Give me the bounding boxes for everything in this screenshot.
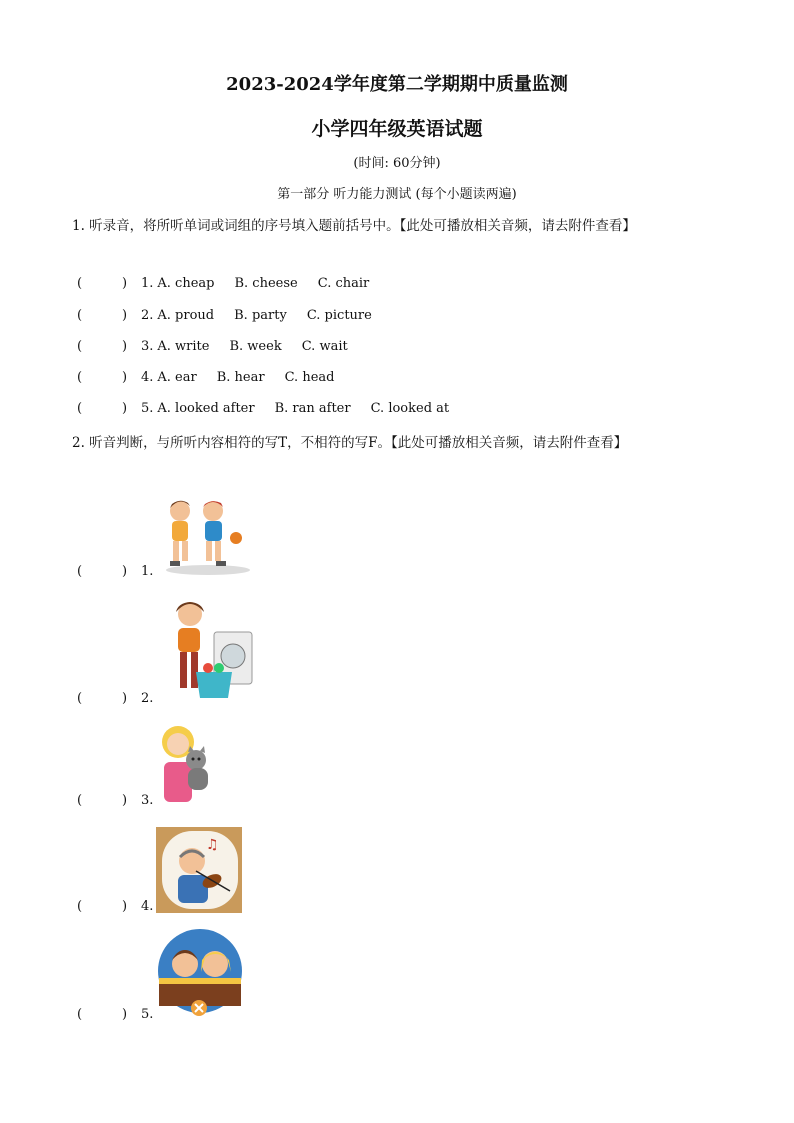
option-b: B. week	[229, 339, 282, 354]
option-b: B. ran after	[274, 401, 351, 416]
answer-paren-open[interactable]: (	[77, 793, 83, 808]
answer-paren-open[interactable]: (	[77, 1007, 83, 1022]
option-a: A. proud	[157, 308, 215, 323]
option-a: A. cheap	[157, 276, 215, 291]
exam-subtitle: 小学四年级英语试题	[311, 118, 483, 140]
option-c: C. picture	[306, 308, 372, 323]
answer-paren-open[interactable]: (	[77, 401, 83, 416]
option-a: A. looked after	[157, 401, 255, 416]
answer-paren-close: )	[122, 691, 128, 706]
basketball-picture	[158, 494, 258, 576]
exam-time: (时间: 60分钟)	[353, 156, 441, 171]
answer-paren-open[interactable]: (	[77, 691, 83, 706]
answer-paren-close: )	[122, 1007, 128, 1022]
violin-picture	[156, 827, 242, 913]
option-c: C. head	[284, 370, 335, 385]
answer-paren-open[interactable]: (	[77, 899, 83, 914]
option-c: C. wait	[301, 339, 348, 354]
answer-paren-close: )	[122, 793, 128, 808]
answer-paren-open[interactable]: (	[77, 276, 83, 291]
option-a: A. write	[157, 339, 210, 354]
answer-paren-close: )	[122, 276, 128, 291]
item-number: 1.	[141, 564, 154, 579]
option-a: A. ear	[157, 370, 197, 385]
item-number: 5.	[141, 401, 154, 416]
answer-paren-close: )	[122, 899, 128, 914]
laundry-picture	[164, 598, 256, 702]
item-number: 5.	[141, 1007, 154, 1022]
item-number: 2.	[141, 308, 154, 323]
svg-text:♫: ♫	[206, 837, 219, 853]
item-number: 3.	[141, 793, 154, 808]
q1-instruction: 1. 听录音，将所听单词或词组的序号填入题前括号中。【此处可播放相关音频，请去附件查看】	[72, 218, 636, 234]
exam-title: 2023-2024学年度第二学期期中质量监测	[226, 74, 568, 95]
item-number: 4.	[141, 899, 154, 914]
item-number: 3.	[141, 339, 154, 354]
option-b: B. party	[234, 308, 287, 323]
option-b: B. hear	[216, 370, 265, 385]
option-c: C. looked at	[370, 401, 450, 416]
item-number: 4.	[141, 370, 154, 385]
answer-paren-close: )	[122, 370, 128, 385]
answer-paren-open[interactable]: (	[77, 339, 83, 354]
q2-instruction: 2. 听音判断，与所听内容相符的写T，不相符的写F。【此处可播放相关音频，请去附件查看】	[72, 435, 628, 451]
option-c: C. chair	[317, 276, 370, 291]
item-number: 2.	[141, 691, 154, 706]
answer-paren-open[interactable]: (	[77, 370, 83, 385]
answer-paren-close: )	[122, 401, 128, 416]
answer-paren-close: )	[122, 339, 128, 354]
answer-paren-open[interactable]: (	[77, 308, 83, 323]
answer-paren-close: )	[122, 308, 128, 323]
part-heading: 第一部分 听力能力测试 (每个小题读两遍)	[277, 187, 517, 202]
kids-talking-picture	[157, 928, 243, 1018]
option-b: B. cheese	[234, 276, 298, 291]
answer-paren-open[interactable]: (	[77, 564, 83, 579]
answer-paren-close: )	[122, 564, 128, 579]
girl-cat-picture	[156, 724, 216, 806]
item-number: 1.	[141, 276, 154, 291]
